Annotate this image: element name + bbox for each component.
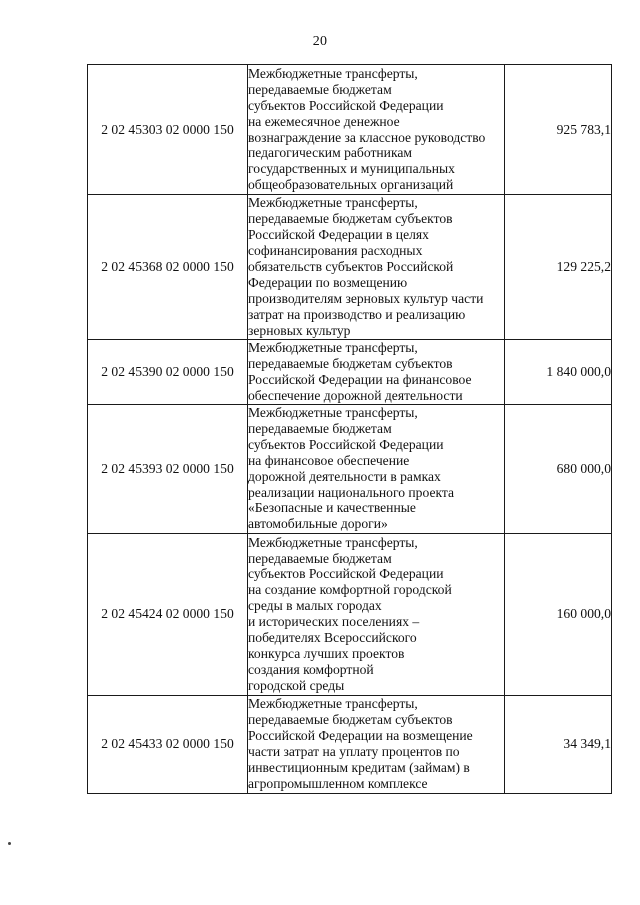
- amount-cell: 34 349,1: [505, 695, 612, 793]
- amount-cell: 1 840 000,0: [505, 340, 612, 405]
- revenue-description-cell: Межбюджетные трансферты, передаваемые бюджетам субъектов Российской Федерации на ежемесячное денежное вознаграждение за классное руководство педагогическим работникам государственных и муниципальных общеобразовательных организаций: [248, 65, 505, 195]
- revenue-code-cell: 2 02 45390 02 0000 150: [88, 340, 248, 405]
- revenue-description-cell: Межбюджетные трансферты, передаваемые бюджетам субъектов Российской Федерации на возмещение части затрат на уплату процентов по инвестиционным кредитам (займам) в агропромышленном комплексе: [248, 695, 505, 793]
- revenue-code-cell: 2 02 45393 02 0000 150: [88, 404, 248, 533]
- table-row: [88, 404, 612, 533]
- revenue-code-cell: 2 02 45433 02 0000 150: [88, 695, 248, 793]
- amount-cell: 925 783,1: [505, 65, 612, 195]
- scan-speck: [8, 842, 11, 845]
- amount-cell: 160 000,0: [505, 533, 612, 695]
- table-row: [88, 195, 612, 340]
- amount-cell: 680 000,0: [505, 404, 612, 533]
- revenue-description-cell: Межбюджетные трансферты, передаваемые бюджетам субъектов Российской Федерации на финансовое обеспечение дорожной деятельности: [248, 340, 505, 405]
- revenue-description-cell: Межбюджетные трансферты, передаваемые бюджетам субъектов Российской Федерации на финансовое обеспечение дорожной деятельности в рамках реализации национального проекта «Безопасные и качественные автомобильные дороги»: [248, 404, 505, 533]
- revenue-code-cell: 2 02 45303 02 0000 150: [88, 65, 248, 195]
- revenue-code-cell: 2 02 45424 02 0000 150: [88, 533, 248, 695]
- page-number: 20: [312, 34, 328, 49]
- table-row: [88, 533, 612, 695]
- table-row: [88, 340, 612, 405]
- revenue-description-cell: Межбюджетные трансферты, передаваемые бюджетам субъектов Российской Федерации на создание комфортной городской среды в малых городах и исторических поселениях – победителях Всероссийского конкурса лучших проектов создания комфортной городской среды: [248, 533, 505, 695]
- revenue-code-cell: 2 02 45368 02 0000 150: [88, 195, 248, 340]
- budget-table: [87, 64, 612, 794]
- amount-cell: 129 225,2: [505, 195, 612, 340]
- table-row: [88, 695, 612, 793]
- revenue-description-cell: Межбюджетные трансферты, передаваемые бюджетам субъектов Российской Федерации в целях софинансирования расходных обязательств субъектов Российской Федерации по возмещению производителям зерновых культур части затрат на производство и реализацию зерновых культур: [248, 195, 505, 340]
- table-row: [88, 65, 612, 195]
